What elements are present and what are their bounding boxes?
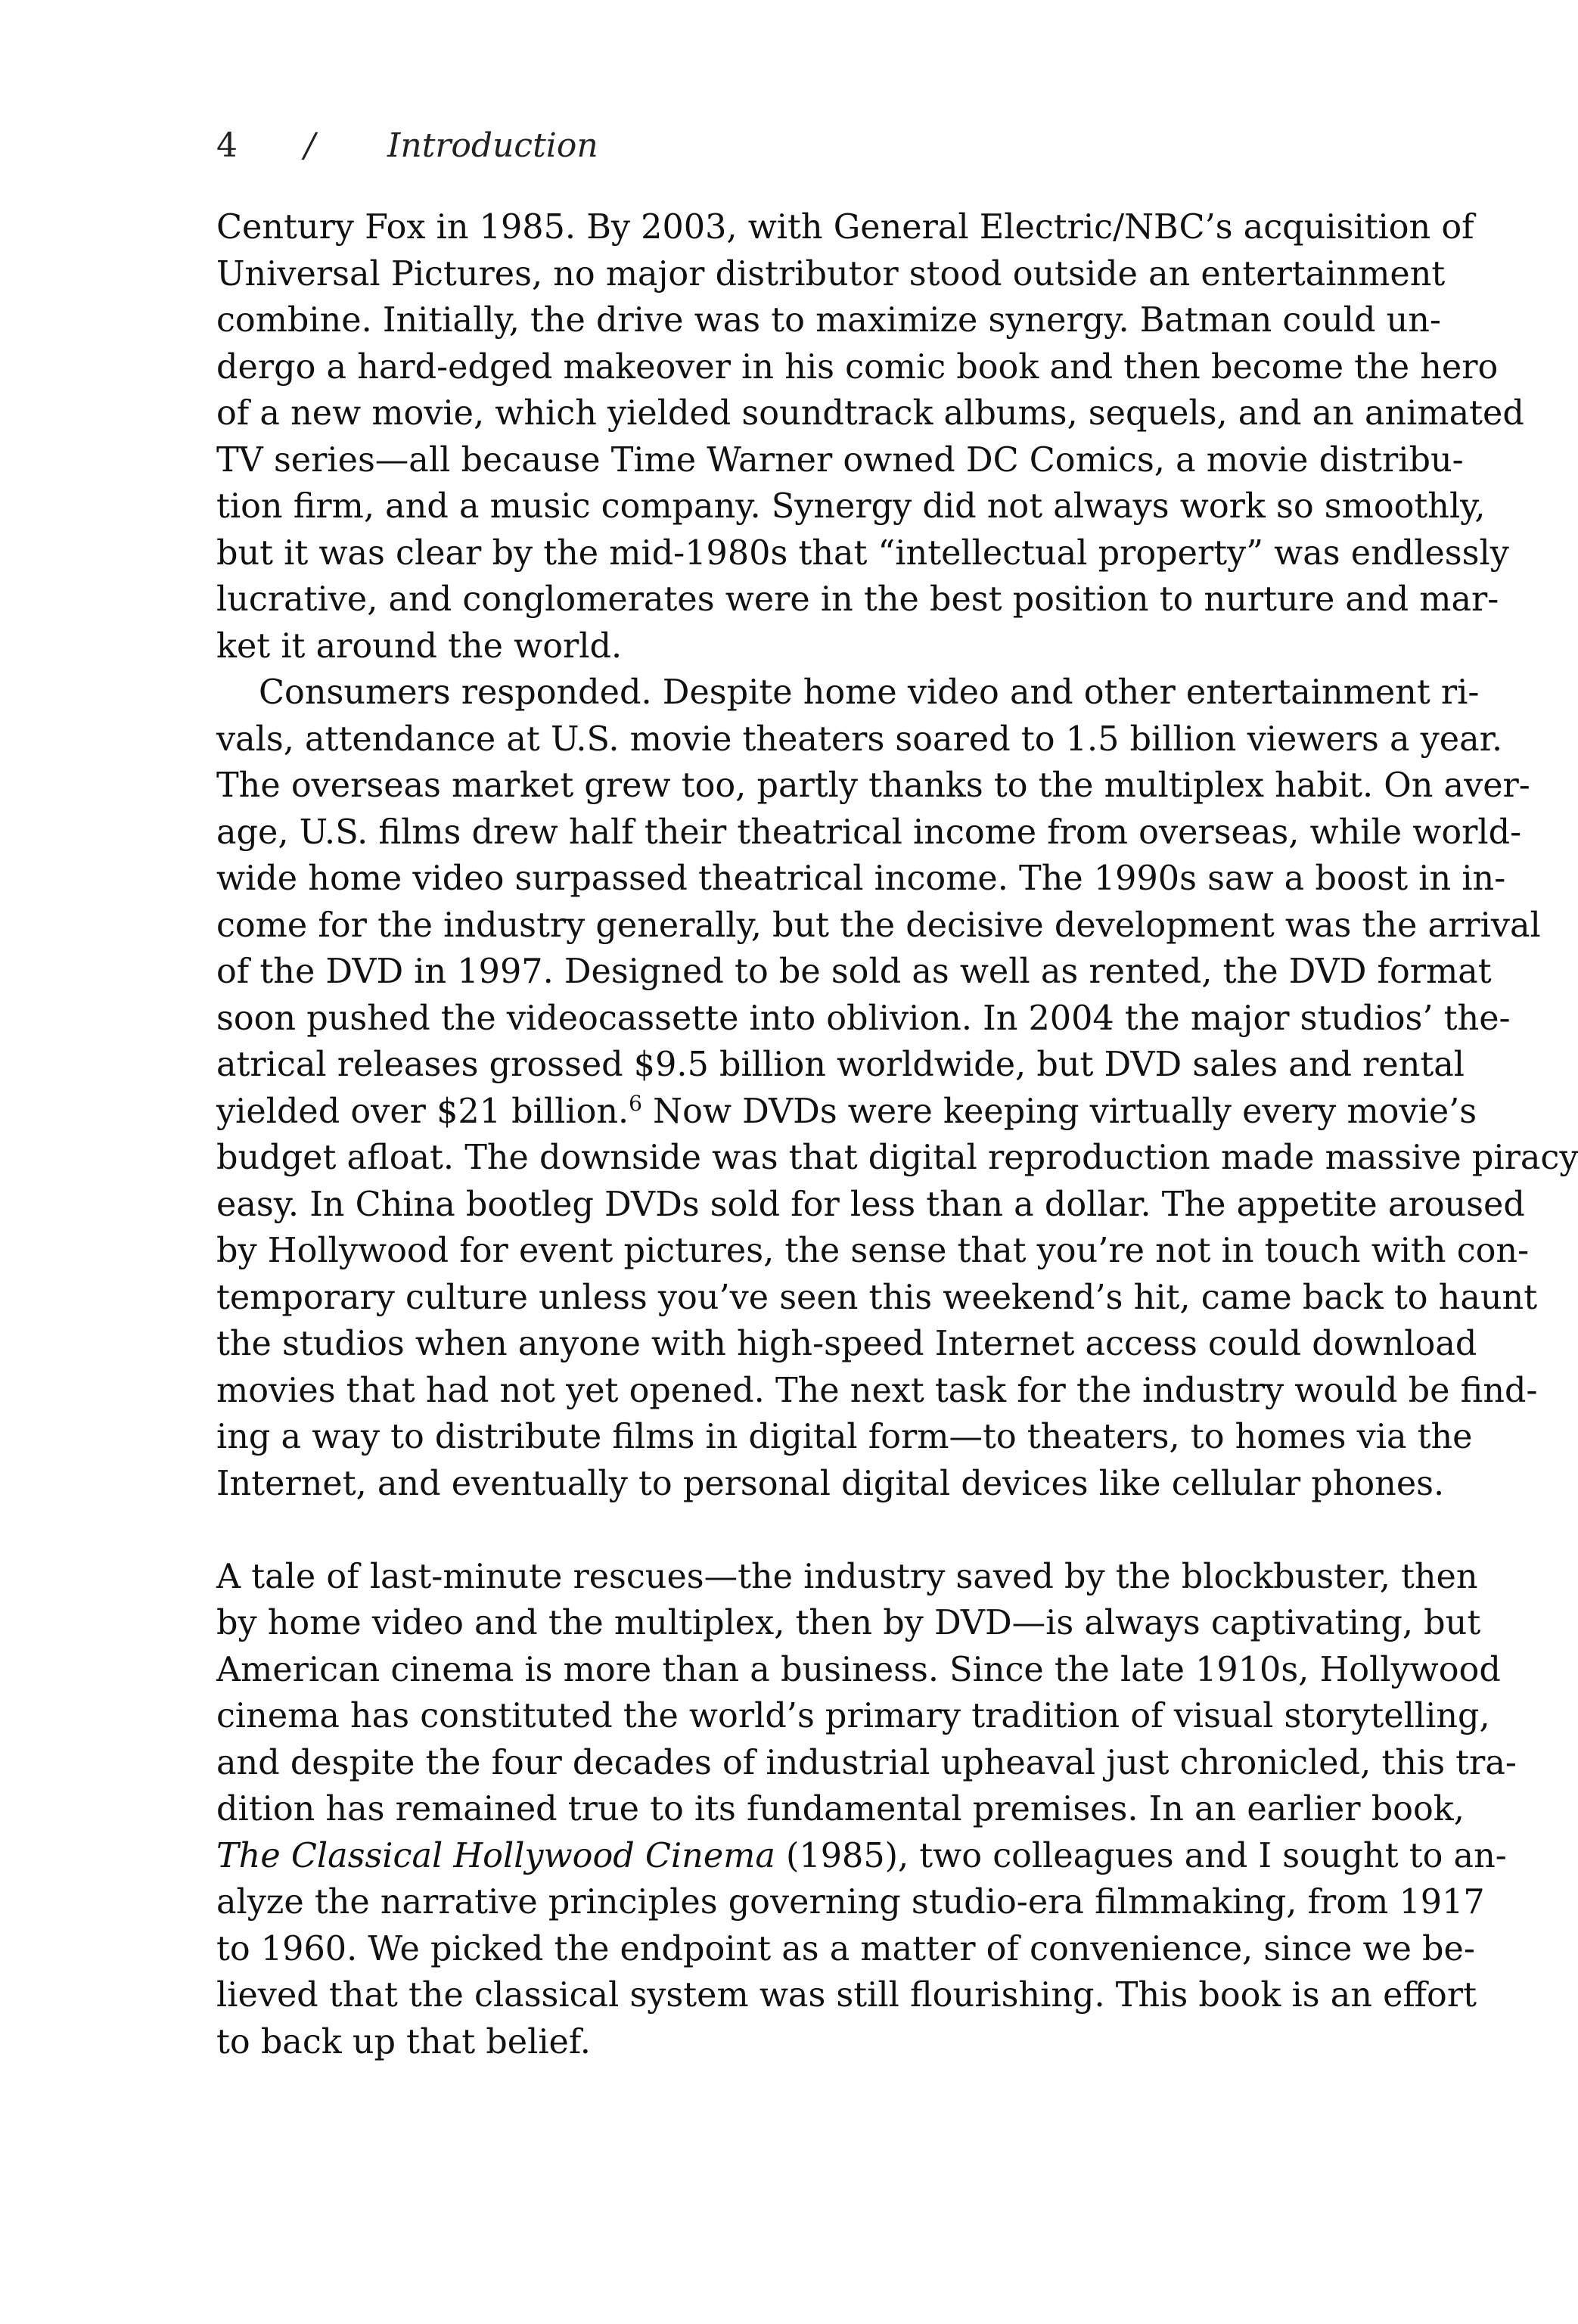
section-break [216, 1507, 1312, 1554]
text-line: Internet, and eventually to personal digital devices like cellular phones. [216, 1464, 1445, 1503]
text-line: by Hollywood for event pictures, the sense that you’re not in touch with con- [216, 1232, 1530, 1270]
text-line: come for the industry generally, but the decisive development was the arrival [216, 906, 1541, 945]
running-head [216, 120, 1336, 172]
running-head-separator: / [304, 126, 315, 165]
text-line: dergo a hard-edged makeover in his comic book and then become the hero [216, 347, 1499, 387]
text-line: Universal Pictures, no major distributor stood outside an entertainment [216, 254, 1446, 294]
text-line-with-footnote [216, 1089, 1477, 1136]
text-line: A tale of last-minute rescues—the industry saved by the blockbuster, then [216, 1557, 1478, 1596]
text-line: of a new movie, which yielded soundtrack albums, sequels, and an animated [216, 394, 1524, 433]
text-line: age, U.S. films drew half their theatrical income from overseas, while world- [216, 812, 1522, 852]
text-line: budget afloat. The downside was that digital reproduction made massive piracy [216, 1139, 1578, 1177]
text-line: cinema has constituted the world’s primary tradition of visual storytelling, [216, 1697, 1490, 1735]
text-line: Century Fox in 1985. By 2003, with General Electric/NBC’s acquisition of [216, 208, 1474, 247]
text-line: and despite the four decades of industrial upheaval just chronicled, this tra- [216, 1743, 1517, 1782]
text-line-with-book-title [216, 1833, 1507, 1880]
text-line: combine. Initially, the drive was to maximize synergy. Batman could un- [216, 301, 1441, 340]
text-line: tion firm, and a music company. Synergy did not always work so smoothly, [216, 487, 1486, 526]
text-line: to 1960. We picked the endpoint as a matter of convenience, since we be- [216, 1929, 1475, 1968]
text-line: TV series—all because Time Warner owned DC Comics, a movie distribu- [216, 440, 1464, 480]
paragraph-2 [216, 670, 1578, 1507]
footnote-marker: 6 [629, 1090, 642, 1116]
paragraph-1 [216, 204, 1524, 670]
text-line: the studios when anyone with high-speed Internet access could download [216, 1325, 1477, 1363]
paragraph-3 [216, 1554, 1517, 2066]
text-line: dition has remained true to its fundamental premises. In an earlier book, [216, 1790, 1465, 1828]
text-line: but it was clear by the mid-1980s that “intellectual property” was endlessly [216, 533, 1509, 573]
text-line: to back up that belief. [216, 2022, 591, 2061]
text-line: by home video and the multiplex, then by DVD—is always captivating, but [216, 1604, 1481, 1642]
text-line: movies that had not yet opened. The next task for the industry would be find- [216, 1371, 1538, 1410]
text-segment: Now DVDs were keeping virtually every movie’s [642, 1092, 1477, 1131]
text-line: easy. In China bootleg DVDs sold for less than a dollar. The appetite aroused [216, 1185, 1525, 1224]
text-line: Consumers responded. Despite home video and other entertainment ri- [259, 673, 1480, 712]
text-line: The overseas market grew too, partly thanks to the multiplex habit. On aver- [216, 766, 1530, 805]
running-head-section-title: Introduction [387, 126, 598, 165]
text-line: lucrative, and conglomerates were in the best position to nurture and mar- [216, 580, 1499, 619]
text-segment: (1985), two colleagues and I sought to an- [775, 1836, 1507, 1875]
text-line: ket it around the world. [216, 626, 623, 666]
text-line: American cinema is more than a business. Since the late 1910s, Hollywood [216, 1650, 1501, 1689]
text-line: atrical releases grossed $9.5 billion worldwide, but DVD sales and rental [216, 1045, 1465, 1084]
page-number: 4 [216, 126, 238, 165]
text-line: wide home video surpassed theatrical income. The 1990s saw a boost in in- [216, 859, 1506, 898]
text-line: ing a way to distribute films in digital form—to theaters, to homes via the [216, 1418, 1473, 1456]
text-line: of the DVD in 1997. Designed to be sold as well as rented, the DVD format [216, 952, 1492, 991]
text-line: temporary culture unless you’ve seen this weekend’s hit, came back to haunt [216, 1278, 1538, 1317]
text-line: alyze the narrative principles governing studio-era filmmaking, from 1917 [216, 1883, 1485, 1922]
text-segment: yielded over $21 billion. [216, 1092, 629, 1131]
book-title: The Classical Hollywood Cinema [216, 1836, 775, 1875]
text-line: lieved that the classical system was still flourishing. This book is an effort [216, 1976, 1477, 2015]
body-text [216, 204, 1578, 2065]
text-line: soon pushed the videocassette into oblivion. In 2004 the major studios’ the- [216, 999, 1511, 1038]
text-line: vals, attendance at U.S. movie theaters soared to 1.5 billion viewers a year. [216, 719, 1503, 759]
